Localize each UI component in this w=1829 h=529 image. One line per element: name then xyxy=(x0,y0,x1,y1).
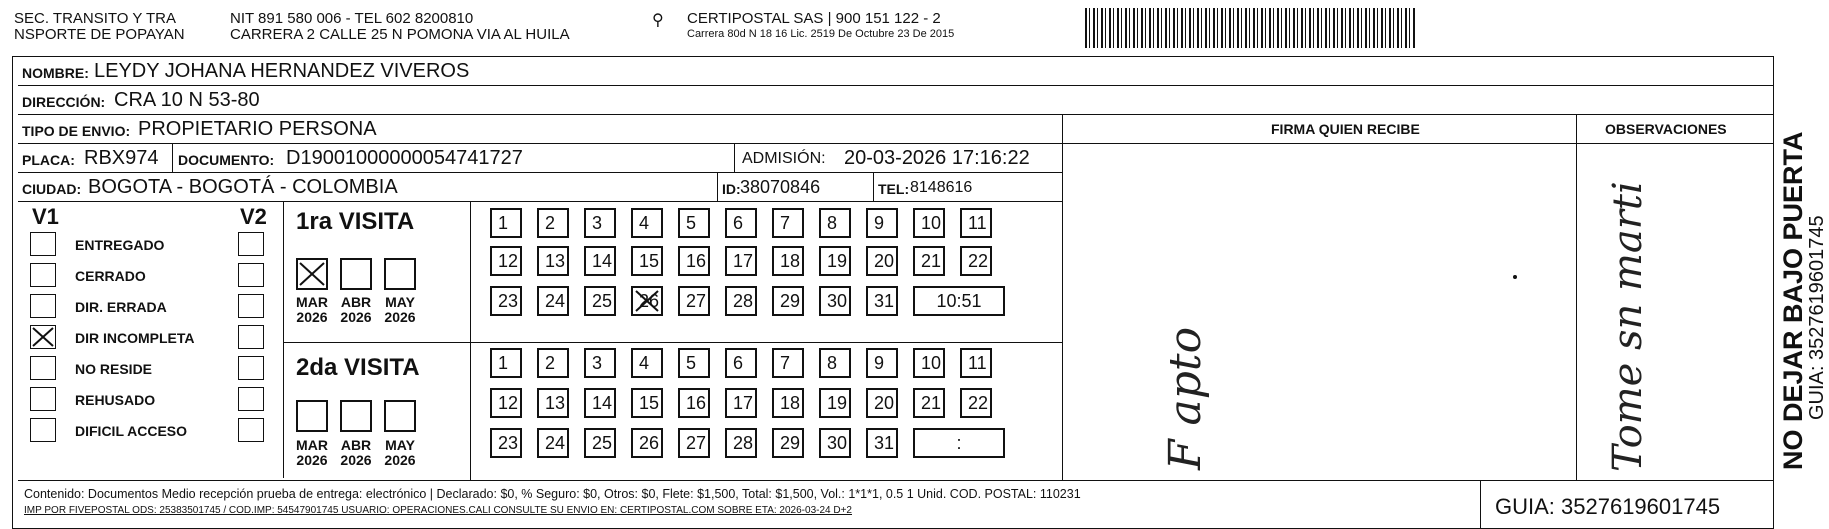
visit-2-title: 2da VISITA xyxy=(296,354,420,381)
time-box[interactable]: : xyxy=(913,428,1005,458)
v1-checkbox[interactable] xyxy=(30,263,56,287)
day-box[interactable] xyxy=(490,428,522,458)
footer-guia: GUIA: 3527619601745 xyxy=(1495,494,1721,519)
day-box[interactable] xyxy=(584,286,616,316)
day-number: 3 xyxy=(592,213,603,233)
day-box[interactable] xyxy=(631,348,663,378)
tel-value: 8148616 xyxy=(910,179,973,196)
day-box[interactable] xyxy=(537,348,569,378)
month-name: MAY xyxy=(385,294,415,310)
contents-line: Contenido: Documentos Medio recepción prueba de entrega: electrónico | Declarado: $0, % Seguro: $0, Otros: $0, Flete: $1,500, Total: $1,500, Vol.: 1*1*1, 0.5 1 Unid. COD. POSTAL: 110231 xyxy=(24,487,1081,501)
day-box[interactable] xyxy=(960,388,992,418)
day-number: 23 xyxy=(498,291,519,311)
day-box[interactable] xyxy=(960,208,992,238)
day-number: 14 xyxy=(592,251,613,271)
day-box[interactable] xyxy=(772,428,804,458)
day-number: 17 xyxy=(733,393,754,413)
month-checkbox[interactable] xyxy=(384,400,416,432)
type-row xyxy=(18,115,1774,144)
day-number: 27 xyxy=(686,291,707,311)
day-box[interactable] xyxy=(490,208,522,238)
day-number: 26 xyxy=(639,291,660,311)
day-number: 2 xyxy=(545,213,556,233)
day-number: 21 xyxy=(921,393,942,413)
day-box[interactable] xyxy=(819,246,851,276)
day-number: 3 xyxy=(592,353,603,373)
v1-checkbox[interactable] xyxy=(30,294,56,318)
imp-line: IMP POR FIVEPOSTAL ODS: 25383501745 / COD.IMP: 54547901745 USUARIO: OPERACIONES.CALI CONSULTE SU ENVIO EN: CERTIPOSTAL.COM SOBRE ETA: 2026-03-24 D+2 xyxy=(24,505,852,516)
v2-checkbox[interactable] xyxy=(238,387,264,411)
day-box[interactable] xyxy=(913,246,945,276)
day-number: 2 xyxy=(545,353,556,373)
status-label: DIFICIL ACCESO xyxy=(75,423,188,439)
day-number: 22 xyxy=(968,251,989,271)
v2-checkbox[interactable] xyxy=(238,232,264,256)
day-box[interactable] xyxy=(866,428,898,458)
document-value: D19001000000054741727 xyxy=(286,147,523,169)
day-box[interactable] xyxy=(678,246,710,276)
day-box[interactable] xyxy=(537,208,569,238)
month-name: MAR xyxy=(296,437,328,453)
status-label: ENTREGADO xyxy=(75,237,165,253)
day-box[interactable] xyxy=(772,348,804,378)
barcode xyxy=(1085,8,1415,48)
day-box[interactable] xyxy=(678,208,710,238)
day-box[interactable] xyxy=(866,246,898,276)
month-label xyxy=(380,295,420,325)
day-box[interactable] xyxy=(537,286,569,316)
day-box[interactable] xyxy=(537,388,569,418)
day-number: 1 xyxy=(498,353,509,373)
name-label: NOMBRE: xyxy=(22,65,89,81)
month-year: 2026 xyxy=(296,309,328,325)
day-box[interactable] xyxy=(772,286,804,316)
day-box[interactable] xyxy=(913,208,945,238)
observations-divider xyxy=(1576,115,1577,480)
day-box[interactable] xyxy=(537,428,569,458)
month-year: 2026 xyxy=(296,452,328,468)
check-mark-icon xyxy=(298,260,326,288)
month-checkbox[interactable] xyxy=(340,400,372,432)
day-box[interactable] xyxy=(631,246,663,276)
day-number: 6 xyxy=(733,213,744,233)
day-number: 11 xyxy=(968,213,987,233)
day-number: 9 xyxy=(874,353,885,373)
day-box[interactable] xyxy=(725,246,757,276)
day-number: 16 xyxy=(686,393,707,413)
day-number: 31 xyxy=(874,433,895,453)
id-label: ID: xyxy=(722,181,741,197)
day-number: 5 xyxy=(686,353,697,373)
day-number: 18 xyxy=(780,393,801,413)
signature-header: FIRMA QUIEN RECIBE xyxy=(1271,121,1420,137)
status-label: REHUSADO xyxy=(75,392,156,408)
day-box[interactable] xyxy=(631,388,663,418)
day-box[interactable] xyxy=(490,246,522,276)
day-number: 21 xyxy=(921,251,942,271)
day-box[interactable] xyxy=(490,348,522,378)
month-year: 2026 xyxy=(384,452,416,468)
month-year: 2026 xyxy=(340,309,372,325)
side-guia: GUIA: 3527619601745 xyxy=(1806,215,1828,420)
day-box[interactable] xyxy=(490,388,522,418)
check-mark-icon xyxy=(31,326,55,348)
day-box[interactable] xyxy=(537,246,569,276)
address-label: DIRECCIÓN: xyxy=(22,94,106,110)
day-number: 4 xyxy=(639,213,650,233)
month-label xyxy=(336,295,376,325)
day-number: 9 xyxy=(874,213,885,233)
day-box[interactable] xyxy=(490,286,522,316)
type-label: TIPO DE ENVIO: xyxy=(22,123,131,139)
day-number: 25 xyxy=(592,291,613,311)
month-checkbox[interactable] xyxy=(296,400,328,432)
day-box[interactable] xyxy=(772,246,804,276)
day-box[interactable] xyxy=(960,246,992,276)
month-label xyxy=(336,438,376,468)
visit-1-title: 1ra VISITA xyxy=(296,208,415,235)
address-line: CARRERA 2 CALLE 25 N POMONA VIA AL HUILA xyxy=(230,26,570,43)
v2-checkbox[interactable] xyxy=(238,294,264,318)
check-mark-icon xyxy=(633,288,661,314)
day-number: 28 xyxy=(733,433,754,453)
day-number: 20 xyxy=(874,393,895,413)
day-box[interactable] xyxy=(678,348,710,378)
month-label xyxy=(380,438,420,468)
carrier-line-1: CERTIPOSTAL SAS | 900 151 122 - 2 xyxy=(687,10,941,27)
month-checkbox[interactable] xyxy=(340,258,372,290)
day-number: 13 xyxy=(545,393,566,413)
day-number: 7 xyxy=(780,213,791,233)
city-row xyxy=(18,173,1062,202)
day-number: 8 xyxy=(827,353,838,373)
month-name: MAY xyxy=(385,437,415,453)
day-box[interactable] xyxy=(631,208,663,238)
month-label xyxy=(292,438,332,468)
day-number: 10 xyxy=(921,353,942,373)
day-number: 30 xyxy=(827,433,848,453)
day-box[interactable] xyxy=(584,388,616,418)
day-box[interactable] xyxy=(866,348,898,378)
side-warning: NO DEJAR BAJO PUERTA xyxy=(1778,131,1808,470)
day-box[interactable] xyxy=(819,286,851,316)
tel-label: TEL: xyxy=(878,181,910,197)
day-number: 29 xyxy=(780,433,801,453)
month-label xyxy=(292,295,332,325)
handwritten-signature: F apto xyxy=(1160,326,1211,470)
day-box[interactable] xyxy=(866,286,898,316)
day-box[interactable] xyxy=(960,348,992,378)
month-year: 2026 xyxy=(340,452,372,468)
day-number: 24 xyxy=(545,433,566,453)
v2-checkbox[interactable] xyxy=(238,356,264,380)
day-number: 28 xyxy=(733,291,754,311)
day-box[interactable] xyxy=(772,388,804,418)
logo-icon: ⚲ xyxy=(652,12,664,29)
day-number: 4 xyxy=(639,353,650,373)
v1-checkbox[interactable] xyxy=(30,418,56,442)
name-value: LEYDY JOHANA HERNANDEZ VIVEROS xyxy=(94,60,470,82)
day-number: 1 xyxy=(498,213,509,233)
document-label: DOCUMENTO: xyxy=(178,152,275,168)
status-label: DIR INCOMPLETA xyxy=(75,330,195,346)
city-label: CIUDAD: xyxy=(22,181,82,197)
day-number: 26 xyxy=(639,433,660,453)
day-number: 19 xyxy=(827,251,848,271)
nit-line: NIT 891 580 006 - TEL 602 8200810 xyxy=(230,10,474,27)
day-box[interactable] xyxy=(631,428,663,458)
day-box[interactable] xyxy=(678,286,710,316)
v1-checkbox[interactable] xyxy=(30,325,56,349)
day-number: 12 xyxy=(498,251,519,271)
admission-label: ADMISIÓN: xyxy=(742,150,826,167)
admission-value: 20-03-2026 17:16:22 xyxy=(844,147,1030,169)
address-value: CRA 10 N 53-80 xyxy=(114,89,260,111)
handwritten-observation: Tome sn marti xyxy=(1605,181,1651,472)
day-box[interactable] xyxy=(866,208,898,238)
day-number: 12 xyxy=(498,393,519,413)
day-number: 15 xyxy=(639,251,660,271)
day-number: 6 xyxy=(733,353,744,373)
day-box[interactable] xyxy=(631,286,663,316)
month-name: ABR xyxy=(340,437,372,453)
day-number: 23 xyxy=(498,433,519,453)
day-box[interactable] xyxy=(678,428,710,458)
month-name: ABR xyxy=(340,294,372,310)
month-checkbox[interactable] xyxy=(384,258,416,290)
ink-dot xyxy=(1513,275,1517,279)
day-box[interactable] xyxy=(678,388,710,418)
v1-checkbox[interactable] xyxy=(30,387,56,411)
day-number: 20 xyxy=(874,251,895,271)
name-row xyxy=(18,57,1774,86)
day-number: 17 xyxy=(733,251,754,271)
day-number: 24 xyxy=(545,291,566,311)
address-row xyxy=(18,86,1774,115)
day-box[interactable] xyxy=(772,208,804,238)
v2-checkbox[interactable] xyxy=(238,418,264,442)
day-number: 16 xyxy=(686,251,707,271)
carrier-line-2: Carrera 80d N 18 16 Lic. 2519 De Octubre 23 De 2015 xyxy=(687,28,955,40)
day-box[interactable] xyxy=(584,246,616,276)
plate-row xyxy=(18,144,1062,173)
signature-divider xyxy=(1062,115,1063,480)
day-box[interactable] xyxy=(819,208,851,238)
day-number: 25 xyxy=(592,433,613,453)
sender-line-2: NSPORTE DE POPAYAN xyxy=(14,26,185,43)
month-name: MAR xyxy=(296,294,328,310)
day-box[interactable] xyxy=(725,428,757,458)
status-label: CERRADO xyxy=(75,268,146,284)
day-number: 15 xyxy=(639,393,660,413)
day-number: 22 xyxy=(968,393,989,413)
day-number: 13 xyxy=(545,251,566,271)
v1-checkbox[interactable] xyxy=(30,356,56,380)
day-number: 8 xyxy=(827,213,838,233)
day-number: 11 xyxy=(968,353,987,373)
day-box[interactable] xyxy=(819,388,851,418)
v2-checkbox[interactable] xyxy=(238,263,264,287)
city-value: BOGOTA - BOGOTÁ - COLOMBIA xyxy=(88,176,398,198)
day-box[interactable] xyxy=(866,388,898,418)
day-box[interactable] xyxy=(725,348,757,378)
observations-header: OBSERVACIONES xyxy=(1605,121,1727,137)
day-number: 29 xyxy=(780,291,801,311)
day-number: 19 xyxy=(827,393,848,413)
plate-label: PLACA: xyxy=(22,152,75,168)
type-value: PROPIETARIO PERSONA xyxy=(138,118,377,140)
day-box[interactable] xyxy=(725,208,757,238)
day-number: 30 xyxy=(827,291,848,311)
month-checkbox[interactable] xyxy=(296,258,328,290)
day-box[interactable] xyxy=(913,388,945,418)
day-box[interactable] xyxy=(725,388,757,418)
time-box[interactable]: 10:51 xyxy=(913,286,1005,316)
day-box[interactable] xyxy=(584,348,616,378)
day-box[interactable] xyxy=(725,286,757,316)
day-box[interactable] xyxy=(819,428,851,458)
plate-value: RBX974 xyxy=(84,147,159,169)
sender-line-1: SEC. TRANSITO Y TRA xyxy=(14,10,176,27)
v1-checkbox[interactable] xyxy=(30,232,56,256)
day-box[interactable] xyxy=(819,348,851,378)
day-number: 31 xyxy=(874,291,895,311)
day-number: 5 xyxy=(686,213,697,233)
day-number: 10 xyxy=(921,213,942,233)
status-label: NO RESIDE xyxy=(75,361,153,377)
day-number: 7 xyxy=(780,353,791,373)
v2-checkbox[interactable] xyxy=(238,325,264,349)
month-year: 2026 xyxy=(384,309,416,325)
day-box[interactable] xyxy=(584,428,616,458)
day-box[interactable] xyxy=(913,348,945,378)
id-value: 38070846 xyxy=(740,177,821,197)
day-number: 27 xyxy=(686,433,707,453)
status-label: DIR. ERRADA xyxy=(75,299,167,315)
v1-label: V1 xyxy=(32,204,59,229)
day-number: 14 xyxy=(592,393,613,413)
day-number: 18 xyxy=(780,251,801,271)
v2-label: V2 xyxy=(240,204,267,229)
day-box[interactable] xyxy=(584,208,616,238)
